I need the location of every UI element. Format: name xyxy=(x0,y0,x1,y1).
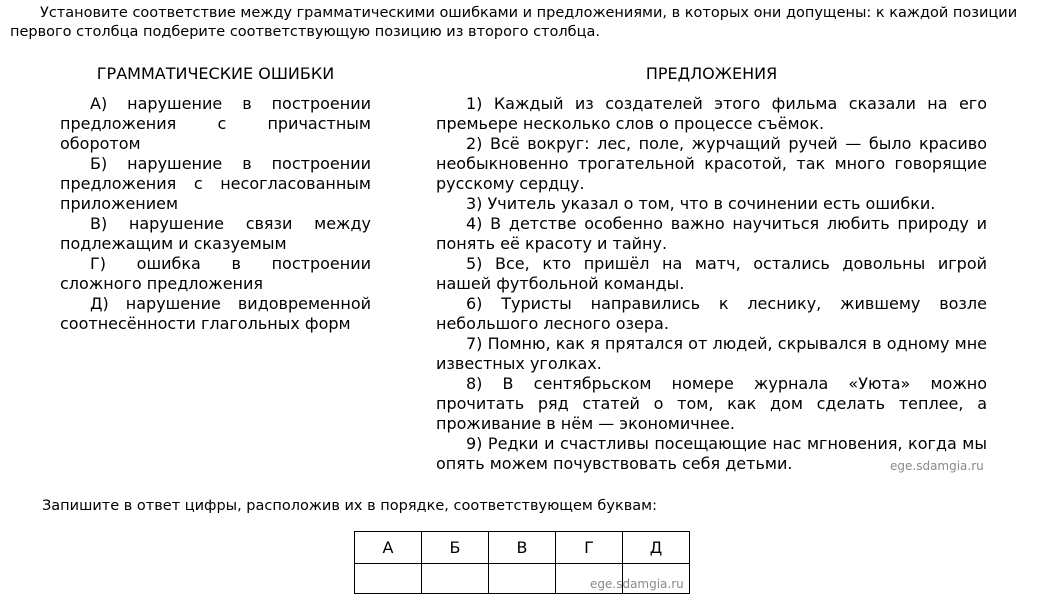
answer-letter-g: Г xyxy=(556,532,623,564)
sentence-item-7: 7) Помню, как я прятался от людей, скрывался в одному мне известных уголках. xyxy=(436,334,987,373)
answer-letters-row xyxy=(355,532,690,564)
task-text: Установите соответствие между грамматическими ошибками и предложениями, в которых они допущены: к каждой позиции первого столбца подберите соответствующую позицию из второго столбца. xyxy=(10,5,1018,40)
sentence-item-8: 8) В сентябрьском номере журнала «Уюта» можно прочитать ряд статей о том, как дом сделать теплее, а проживание в нём — экономичнее. xyxy=(436,374,987,433)
answer-cell-a[interactable] xyxy=(355,564,422,594)
error-item-a: А) нарушение в построении предложения с причастным оборотом xyxy=(60,94,371,153)
answer-instruction: Запишите в ответ цифры, расположив их в порядке, соответствующем буквам: xyxy=(42,498,657,514)
answer-cell-b[interactable] xyxy=(422,564,489,594)
sentences-column-header: ПРЕДЛОЖЕНИЯ xyxy=(645,64,778,83)
error-item-d: Д) нарушение видовременной соотнесённости глагольных форм xyxy=(60,294,371,333)
sentence-item-9: 9) Редки и счастливы посещающие нас мгновения, когда мы опять можем почувствовать себя детьми. xyxy=(436,434,987,473)
sentence-item-5: 5) Все, кто пришёл на матч, остались довольны игрой нашей футбольной команды. xyxy=(436,254,987,293)
error-item-b: Б) нарушение в построении предложения с несогласованным приложением xyxy=(60,154,371,213)
errors-list xyxy=(60,94,371,334)
error-item-v: В) нарушение связи между подлежащим и сказуемым xyxy=(60,214,371,253)
answer-letter-b: Б xyxy=(422,532,489,564)
sentence-item-4: 4) В детстве особенно важно научиться любить природу и понять её красоту и тайну. xyxy=(436,214,987,253)
error-item-g: Г) ошибка в построении сложного предложения xyxy=(60,254,371,293)
watermark-table: ege.sdamgia.ru xyxy=(590,577,684,591)
sentence-item-2: 2) Всё вокруг: лес, поле, журчащий ручей — было красиво необыкновенно трогательной красотой, так много говорящие русскому сердцу. xyxy=(436,134,987,193)
sentences-list xyxy=(436,94,987,474)
sentence-item-6: 6) Туристы направились к леснику, жившему возле небольшого лесного озера. xyxy=(436,294,987,333)
answer-letter-a: А xyxy=(355,532,422,564)
sentence-item-3: 3) Учитель указал о том, что в сочинении есть ошибки. xyxy=(466,194,936,213)
answer-cell-v[interactable] xyxy=(489,564,556,594)
answer-letter-v: В xyxy=(489,532,556,564)
watermark: ege.sdamgia.ru xyxy=(890,459,984,473)
errors-column-header: ГРАММАТИЧЕСКИЕ ОШИБКИ xyxy=(96,64,335,83)
answer-letter-d: Д xyxy=(623,532,690,564)
sentence-item-1: 1) Каждый из создателей этого фильма сказали на его премьере несколько слов о процессе съёмок. xyxy=(436,94,987,133)
